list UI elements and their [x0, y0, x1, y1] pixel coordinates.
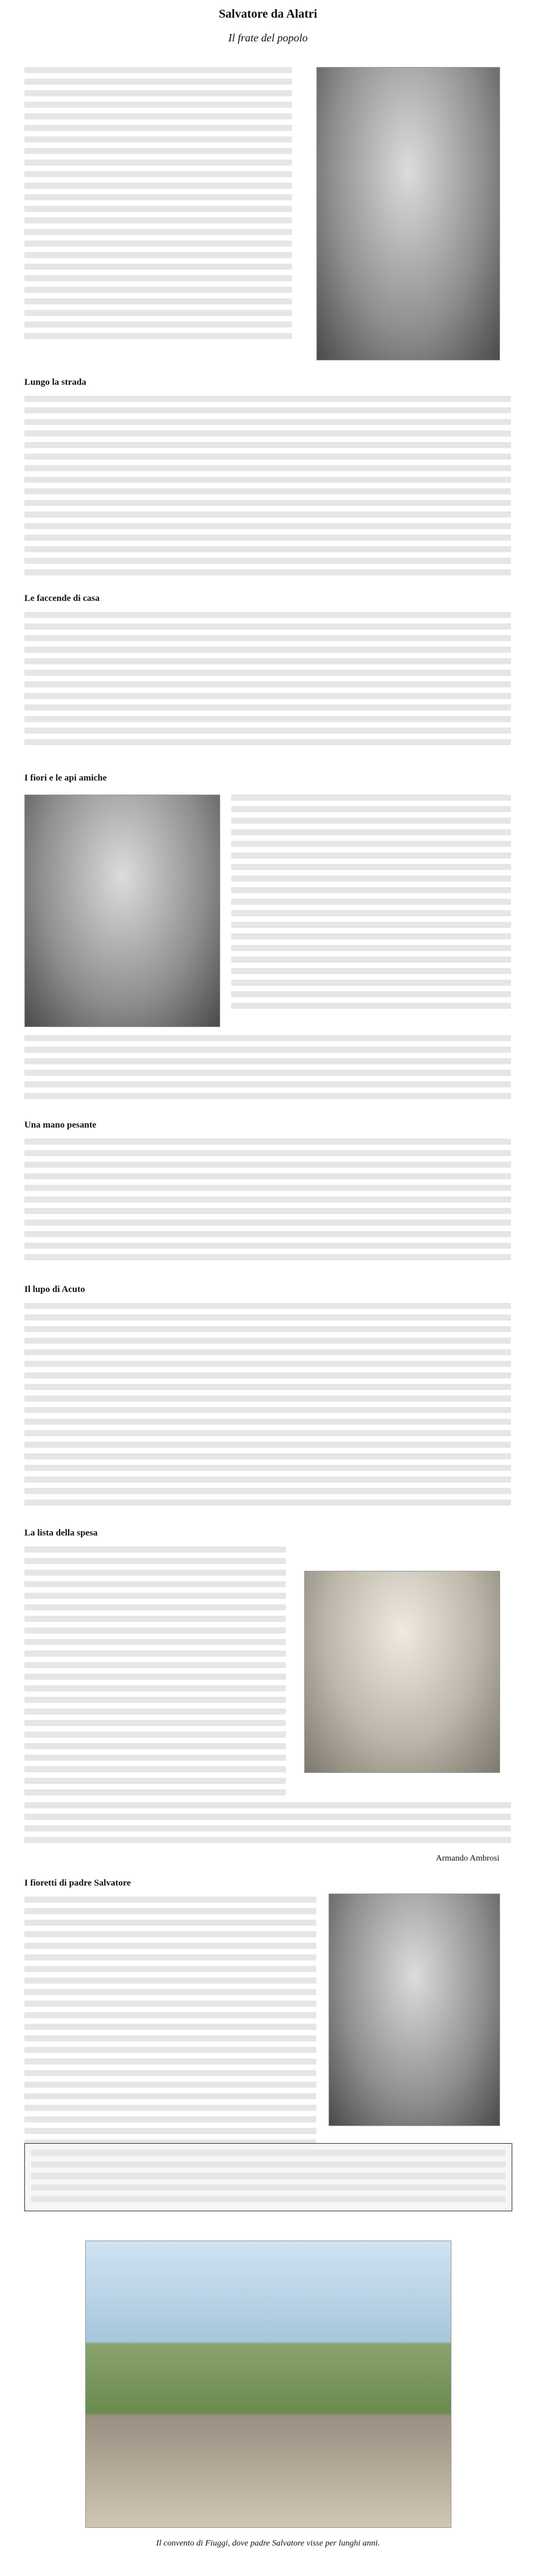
author-signature: Armando Ambrosi — [436, 1854, 499, 1863]
section-heading: Le faccende di casa — [24, 594, 100, 603]
section-heading: Il lupo di Acuto — [24, 1285, 85, 1294]
section-paragraph — [231, 795, 511, 1014]
section-heading: Lungo la strada — [24, 377, 86, 387]
section-paragraph — [24, 1802, 511, 1848]
fioretti-list — [24, 1897, 316, 2174]
bio-box — [24, 2143, 512, 2211]
page-title: Salvatore da Alatri — [218, 7, 318, 21]
bio-text — [31, 2150, 506, 2208]
section-paragraph — [24, 396, 511, 581]
section-paragraph — [24, 612, 511, 751]
section-heading: La lista della spesa — [24, 1528, 98, 1538]
portrait-photo — [316, 67, 500, 360]
convent-photo — [85, 2241, 451, 2528]
section-paragraph — [24, 1546, 286, 1801]
section-heading: Una mano pesante — [24, 1120, 97, 1130]
section-heading: I fioretti di padre Salvatore — [24, 1878, 131, 1888]
section-paragraph — [24, 1303, 511, 1511]
section-heading: I fiori e le api amiche — [24, 773, 107, 783]
section-paragraph — [24, 1035, 511, 1104]
section-paragraph — [24, 1139, 511, 1266]
photo-caption: Il convento di Fiuggi, dove padre Salvatore visse per lunghi anni. — [156, 2539, 380, 2548]
tombstone-photo — [304, 1571, 500, 1773]
intro-paragraph — [24, 67, 292, 345]
page-subtitle: Il frate del popolo — [228, 32, 308, 44]
friar-walking-photo — [329, 1893, 500, 2126]
bees-photo — [24, 795, 220, 1027]
